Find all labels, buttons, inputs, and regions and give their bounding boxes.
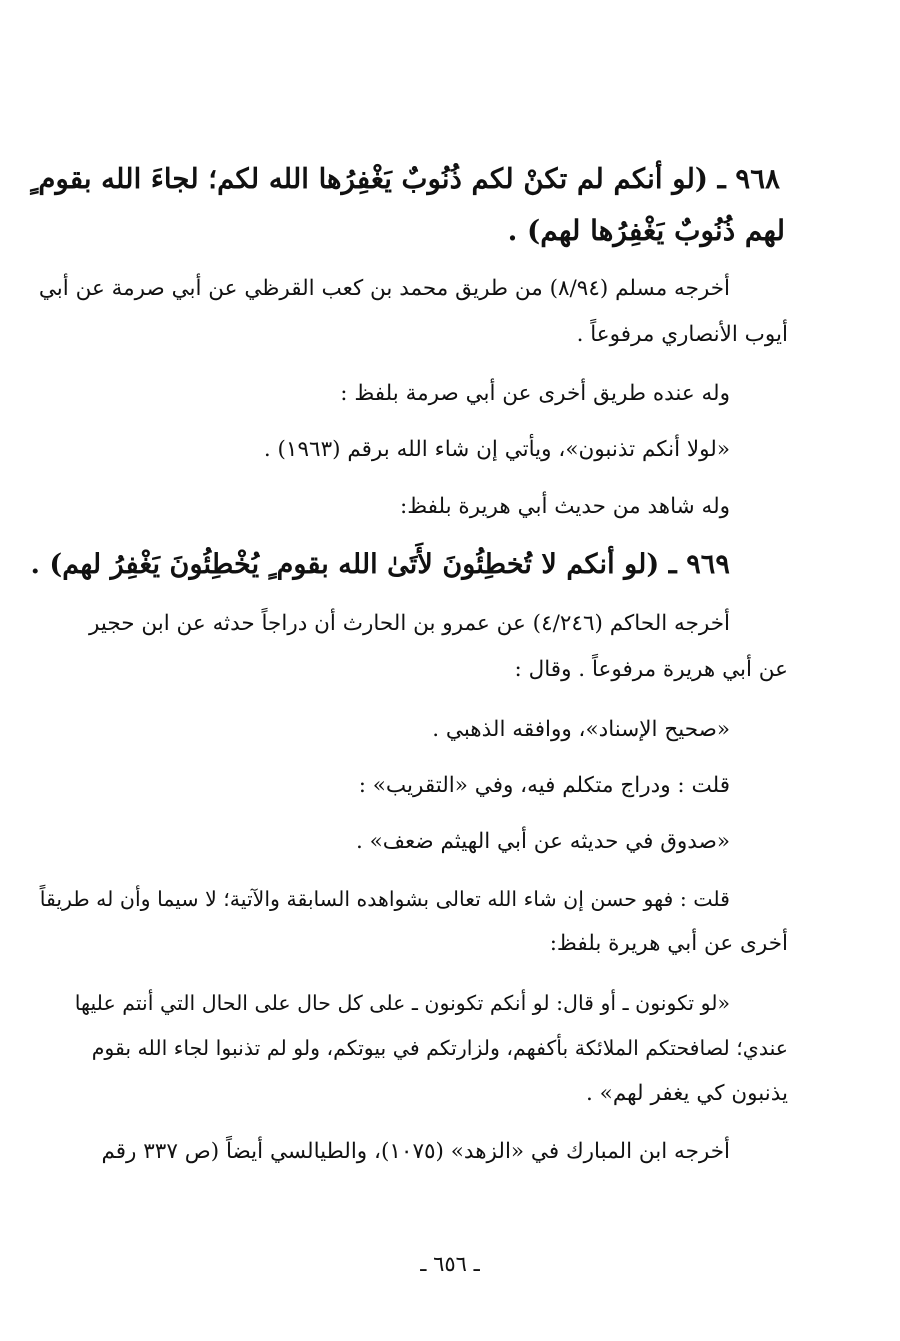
- final-line-1: أخرجه ابن المبارك في «الزهد» (١٠٧٥)، والطيالسي أيضاً (ص ٣٣٧ رقم: [101, 1139, 730, 1164]
- other-route-quote: «لولا أنكم تذنبون»، ويأتي إن شاء الله برقم (١٩٦٣) .: [263, 437, 730, 462]
- ruling-line-2: أخرى عن أبي هريرة بلفظ:: [549, 931, 788, 956]
- ruling-line-1: قلت : فهو حسن إن شاء الله تعالى بشواهده السابقة والآتية؛ لا سيما وأن له طريقاً: [39, 887, 730, 911]
- quote-long-line-3: يذنبون كي يغفر لهم» .: [586, 1081, 788, 1106]
- quote-long-line-1: «لو تكونون ـ أو قال: لو أنكم تكونون ـ على كل حال على الحال التي أنتم عليها: [74, 991, 730, 1015]
- takhrij-968-line-2: أيوب الأنصاري مرفوعاً .: [576, 322, 788, 347]
- takhrij-968-line-1: أخرجه مسلم (٨/٩٤) من طريق محمد بن كعب القرظي عن أبي صرمة عن أبي: [38, 276, 730, 301]
- takhrij-969-note: قلت : ودراج متكلم فيه، وفي «التقريب» :: [358, 773, 730, 798]
- hadith-968-line-1: ٩٦٨ ـ (لو أنكم لم تكنْ لكم ذُنُوبٌ يَغْفِرُها الله لكم؛ لجاءَ الله بقوم ٍ: [30, 162, 780, 195]
- takhrij-969-line-2: عن أبي هريرة مرفوعاً . وقال :: [514, 657, 788, 682]
- quote-long-line-2: عندي؛ لصافحتكم الملائكة بأكفهم، ولزارتكم في بيوتكم، ولو لم تذنبوا لجاء الله بقوم: [91, 1036, 788, 1060]
- hadith-969-line-1: ٩٦٩ ـ (لو أنكم لا تُخطِئُونَ لأَتَىٰ الله بقوم ٍ يُخْطِئُونَ يَغْفِرُ لهم) .: [30, 548, 730, 580]
- takhrij-969-quote-1: «صحيح الإسناد»، ووافقه الذهبي .: [432, 717, 730, 742]
- hadith-968-line-2: لهم ذُنُوبٌ يَغْفِرُها لهم) .: [507, 214, 785, 247]
- page-number: ـ ٦٥٦ ـ: [420, 1252, 480, 1276]
- takhrij-969-line-1: أخرجه الحاكم (٤/٢٤٦) عن عمرو بن الحارث أن دراجاً حدثه عن ابن حجير: [89, 611, 730, 636]
- takhrij-969-quote-2: «صدوق في حديثه عن أبي الهيثم ضعف» .: [355, 829, 730, 854]
- other-route-intro: وله عنده طريق أخرى عن أبي صرمة بلفظ :: [340, 381, 730, 406]
- witness-intro: وله شاهد من حديث أبي هريرة بلفظ:: [399, 494, 730, 519]
